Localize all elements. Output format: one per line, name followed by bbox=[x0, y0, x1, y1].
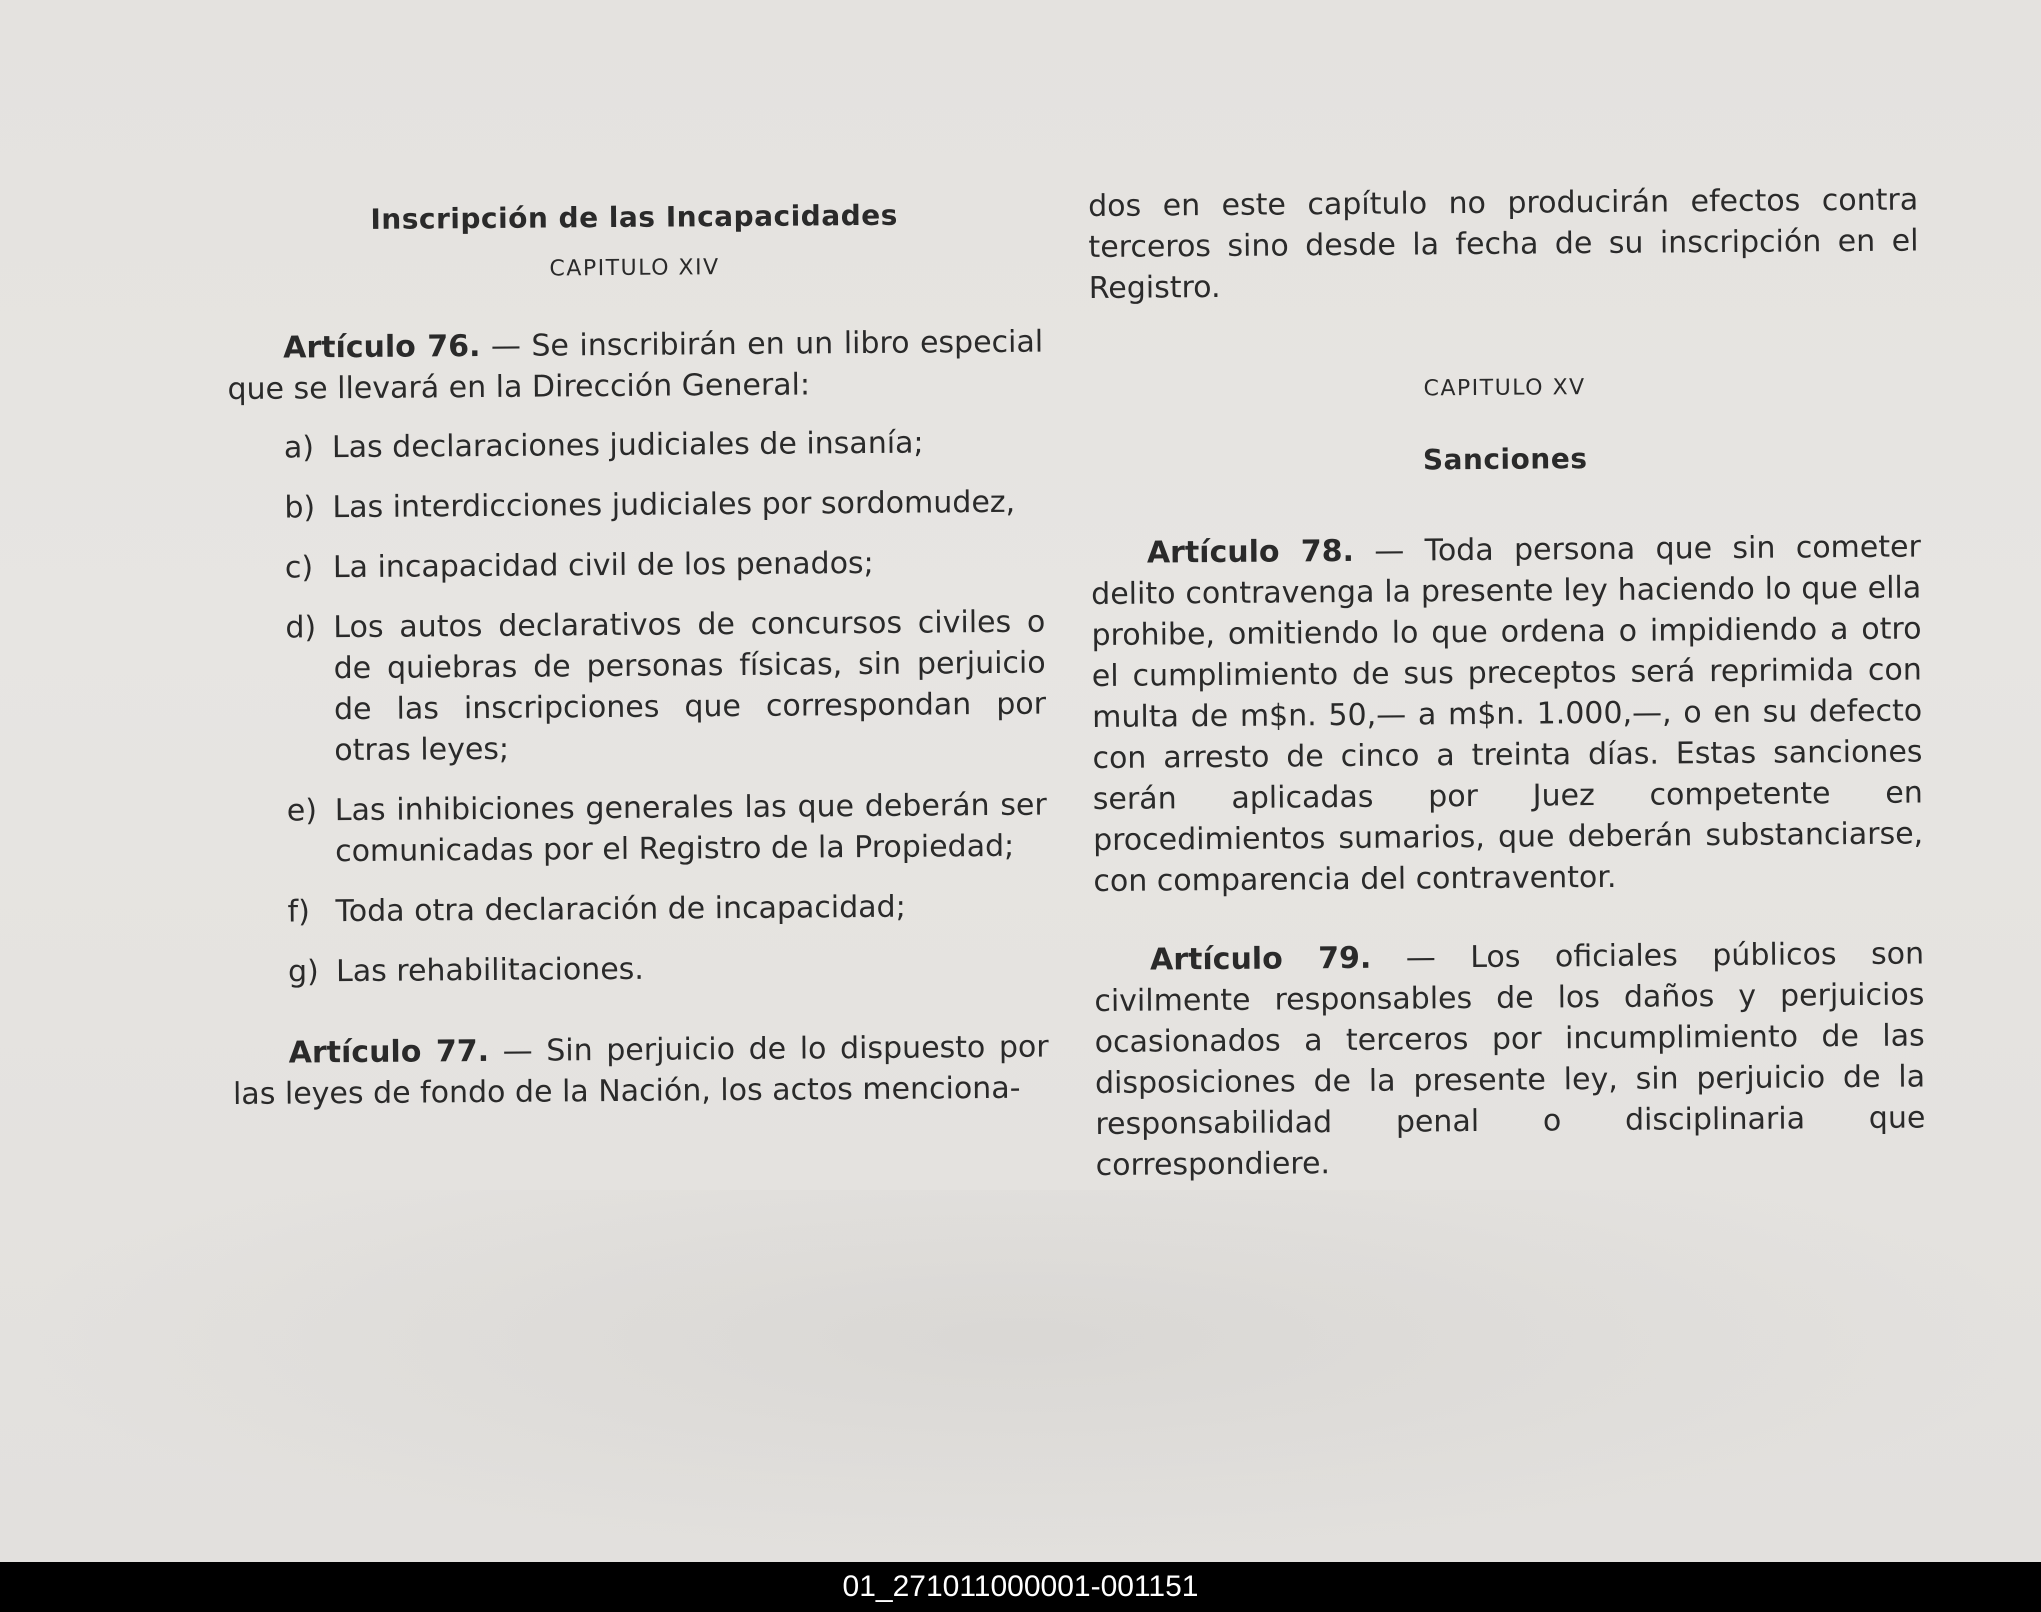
list-item bbox=[228, 422, 1044, 469]
article-77-continuation: dos en este capítulo no producirán efectos contra terceros sino desde la fecha de su inscripción en el Registro. bbox=[1088, 182, 1919, 306]
list-item bbox=[229, 602, 1046, 772]
article-76-label: Artículo 76. bbox=[283, 329, 481, 366]
chapter-xv-label: CAPITULO XV bbox=[1423, 375, 1586, 402]
list-item-text: Las rehabilitaciones. bbox=[335, 951, 645, 990]
article-79-text: — Los oficiales públicos son civilmente responsables de los daños y perjuicios ocasionados a terceros por incumplimiento de las disposiciones de la presente ley, sin perjuicio de la responsabilidad penal o disciplinaria que correspondiere. bbox=[1094, 936, 1926, 1183]
article-77 bbox=[233, 1027, 1050, 1115]
section-heading-sanciones: Sanciones bbox=[1422, 442, 1588, 477]
bleed-through-shadow bbox=[0, 1190, 2041, 1562]
list-item-letter: b) bbox=[284, 490, 316, 526]
list-item bbox=[232, 946, 1048, 993]
list-item bbox=[229, 542, 1045, 589]
list-item-text: Toda otra declaración de incapacidad; bbox=[335, 889, 906, 930]
article-79-label: Artículo 79. bbox=[1149, 940, 1372, 978]
list-item bbox=[231, 785, 1048, 873]
image-id-caption: 01_271011000001-001151 bbox=[842, 1570, 1199, 1603]
article-78-text: — Toda persona que sin cometer delito contravenga la presente ley haciendo lo que ella prohibe, omitiendo lo que ordena o impidiendo a otro el cumplimiento de sus preceptos será reprimida con multa de m$n. 50,— a m$n. 1.000,—, o en su defecto con arresto de cinco a treinta días. Estas sanciones serán aplicadas por Juez competente en procedimientos sumarios, que deberán substanciarse, con comparencia del contraventor. bbox=[1091, 529, 1924, 899]
list-item-text: Los autos declarativos de concursos civiles o de quiebras de personas físicas, sin perjuicio de las inscripciones que correspondan por otras leyes; bbox=[333, 604, 1047, 769]
list-item-letter: c) bbox=[284, 550, 314, 586]
article-78 bbox=[1091, 526, 1924, 902]
list-item-letter: d) bbox=[285, 610, 317, 646]
list-item-letter: f) bbox=[287, 894, 310, 930]
article-76 bbox=[227, 322, 1044, 410]
section-heading-incapacidades: Inscripción de las Incapacidades bbox=[370, 198, 899, 236]
incapacity-list bbox=[228, 422, 1048, 993]
left-column bbox=[226, 194, 1049, 1115]
article-77-text: — Sin perjuicio de lo dispuesto por las leyes de fondo de la Nación, los actos menciona- bbox=[232, 1029, 1049, 1112]
list-item-text: Las declaraciones judiciales de insanía; bbox=[331, 425, 924, 466]
list-item-text: Las inhibiciones generales las que deberán ser comunicadas por el Registro de la Propiedad; bbox=[334, 787, 1047, 870]
chapter-xiv-label: CAPITULO XIV bbox=[549, 255, 720, 282]
list-item-text: La incapacidad civil de los penados; bbox=[332, 545, 874, 586]
list-item-letter: g) bbox=[287, 954, 319, 990]
article-77-label: Artículo 77. bbox=[288, 1033, 490, 1071]
list-item-letter: a) bbox=[283, 430, 315, 466]
list-item-text: Las interdicciones judiciales por sordomudez, bbox=[332, 484, 1016, 526]
article-78-label: Artículo 78. bbox=[1146, 533, 1355, 571]
article-79 bbox=[1094, 933, 1926, 1186]
list-item-letter: e) bbox=[286, 793, 318, 829]
article-76-text: — Se inscribirán en un libro especial que se llevará en la Dirección General: bbox=[227, 324, 1044, 407]
list-item bbox=[231, 886, 1047, 933]
right-column bbox=[1088, 179, 1926, 1185]
list-item bbox=[228, 482, 1044, 529]
